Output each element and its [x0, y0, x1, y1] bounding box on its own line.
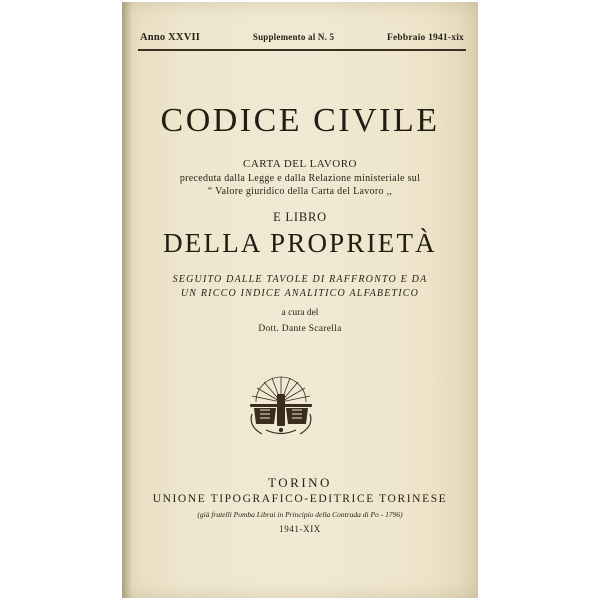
description-line-1: SEGUITO DALLE TAVOLE DI RAFFRONTO E DA — [172, 274, 428, 285]
imprint-city: TORINO — [268, 475, 332, 490]
supplement-number: Supplemento al N. 5 — [252, 32, 335, 42]
curator-name: Dott. Dante Scarella — [258, 324, 342, 334]
curator-label: a cura del — [281, 308, 319, 318]
publisher-emblem — [246, 374, 316, 438]
emblem-knot-icon — [279, 428, 283, 432]
imprint-publisher: UNIONE TIPOGRAFICO-EDITRICE TORINESE — [152, 493, 448, 505]
header-rule — [138, 49, 466, 51]
book-stack-icon — [250, 394, 312, 426]
imprint-note: (già fratelli Pomba Librai in Principio della Contrada di Po - 1796) — [197, 510, 403, 519]
libro-label: E LIBRO — [273, 210, 327, 224]
book-title: DELLA PROPRIETÀ — [163, 228, 437, 258]
spine-shadow — [122, 2, 132, 598]
description-line-2: UN RICCO INDICE ANALITICO ALFABETICO — [180, 288, 420, 299]
subtitle-line-2: “ Valore giuridico della Carta del Lavoro ,, — [207, 186, 393, 197]
title-page — [122, 2, 478, 598]
subtitle-carta: CARTA DEL LAVORO — [242, 158, 358, 170]
main-title: CODICE CIVILE — [160, 102, 440, 139]
volume-year: Anno XXVII — [140, 32, 201, 43]
subtitle-line-1: preceduta dalla Legge e dalla Relazione ministeriale sul — [179, 173, 421, 184]
periodical-header — [140, 32, 464, 50]
issue-date: Febbraio 1941-xix — [386, 33, 464, 43]
imprint-year: 1941-XIX — [279, 524, 321, 534]
